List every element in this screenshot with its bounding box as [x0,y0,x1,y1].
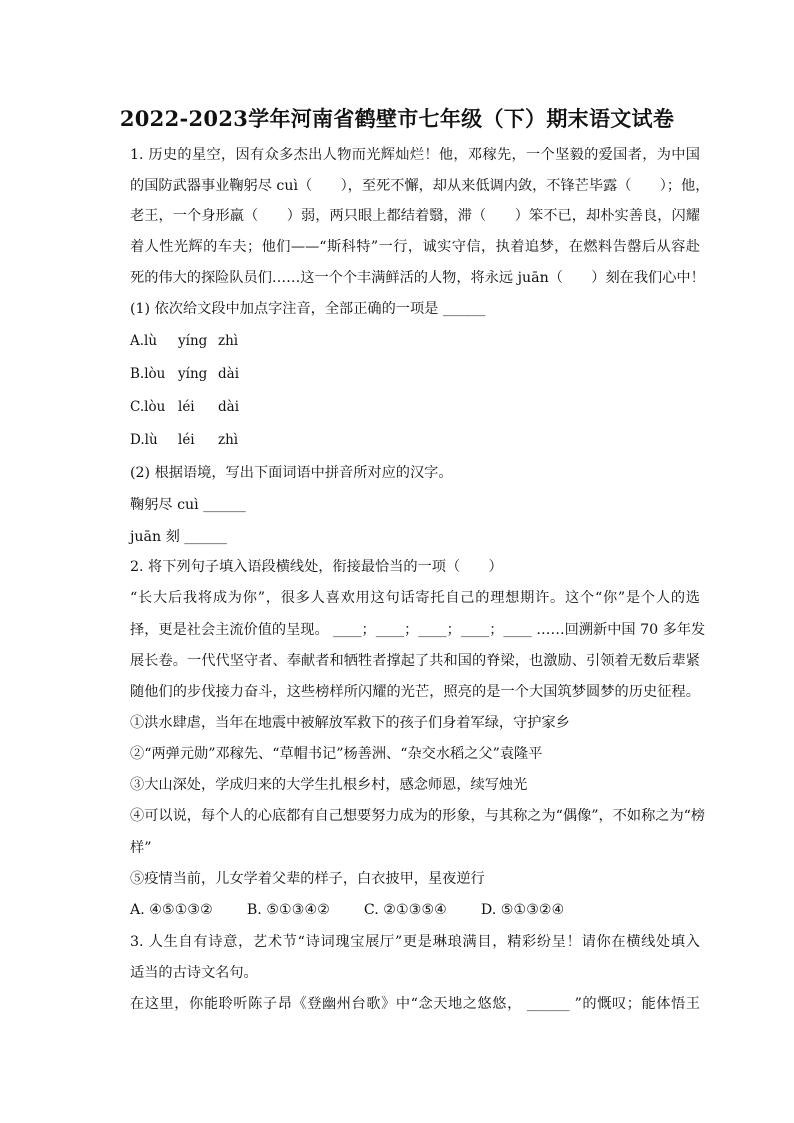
option-label: C.lòu [130,399,166,415]
q2-line: 择，更是社会主流价值的呈现。 ____；____；____；____；____ ……回溯新中国 70 多年发 [130,622,706,638]
q1-option-a [130,331,238,351]
q2-line: 随他们的步伐接力奋斗，这些榜样所闪耀的光芒，照亮的是一个大国筑梦圆梦的历史征程。 [130,684,700,700]
option-pinyin: yíng [178,333,208,349]
q1-line: 死的伟大的探险队员们……这一个个丰满鲜活的人物，将永远 juān（ ）刻在我们心中！ [130,270,705,286]
q1-sub1: (1) 依次给文段中加点字注音，全部正确的一项是 ______ [130,301,486,317]
q1-option-b [130,364,239,384]
q2-item: ④可以说，每个人的心底都有自己想要努力成为的形象，与其称之为“偶像”，不如称之为“榜 [130,808,706,824]
q1-sub2: (2) 根据语境，写出下面词语中拼音所对应的汉字。 [130,465,453,481]
option-label: B.lòu [130,366,166,382]
option-pinyin: léi [178,399,195,415]
option-pinyin: zhì [218,333,239,349]
choice-c: C. ②①③⑤④ [363,902,447,918]
q2-choices [130,900,700,920]
choice-d: D. ⑤①③②④ [480,902,565,918]
q2-line: 展长卷。一代代坚守者、奉献者和牺牲者撑起了共和国的脊梁，也激励、引领着无数后辈紧 [130,653,700,669]
option-pinyin: yíng [178,366,208,382]
q1-blank: juān 刻 ______ [130,529,227,545]
q2-item: ⑤疫情当前，儿女学着父辈的样子，白衣披甲，星夜逆行 [130,871,485,887]
choice-a: A. ④⑤①③② [130,902,213,918]
exam-title: 2022-2023学年河南省鹤壁市七年级（下）期末语文试卷 [119,106,675,131]
q1-line: 1. 历史的星空，因有众多杰出人物而光辉灿烂！他，邓稼先，一个坚毅的爱国者，为中国 [130,147,700,163]
q3-line: 适当的古诗文名句。 [130,965,258,981]
option-pinyin: dài [218,399,240,415]
q1-line: 的国防武器事业鞠躬尽 cuì（ ），至死不懈，却从来低调内敛，不锋芒毕露（ ）；他， [130,178,710,194]
choice-b: B. ⑤①③④② [246,902,330,918]
option-pinyin: dài [218,366,240,382]
q1-option-d [130,430,238,450]
q2-stem: 2. 将下列句子填入语段横线处，衔接最恰当的一项（ ） [130,559,503,575]
q3-line: 在这里，你能聆听陈子昂《登幽州台歌》中“念天地之悠悠， ______ ”的慨叹；能体悟王 [130,996,700,1012]
q1-option-c [130,397,239,417]
option-pinyin: zhì [218,432,239,448]
option-pinyin: léi [178,432,195,448]
q3-line: 3. 人生自有诗意，艺术节“诗词瑰宝展厅”更是琳琅满目，精彩纷呈！请你在横线处填入 [130,934,700,950]
q2-item-continued: 样” [130,840,152,856]
q1-blank: 鞠躬尽 cuì ______ [130,497,246,513]
q2-item: ②“两弹元勋”邓稼先、“草帽书记”杨善洲、“杂交水稻之父”袁隆平 [130,746,543,762]
q2-item: ③大山深处，学成归来的大学生扎根乡村，感念师恩，续写烛光 [130,777,528,793]
option-label: D.lù [130,432,158,448]
option-label: A.lù [130,333,158,349]
q2-line: “长大后我将成为你”，很多人喜欢用这句话寄托自己的理想期许。这个“你”是个人的选 [130,590,700,606]
q2-item: ①洪水肆虐，当年在地震中被解放军救下的孩子们身着军绿，守护家乡 [130,715,570,731]
q1-line: 老王，一个身形羸（ ）弱，两只眼上都结着翳，滞（ ）笨不已，却朴实善良，闪耀 [130,208,700,224]
q1-line: 着人性光辉的车夫；他们——“斯科特”一行，诚实守信，执着追梦，在燃料告罄后从容赴 [130,239,700,255]
